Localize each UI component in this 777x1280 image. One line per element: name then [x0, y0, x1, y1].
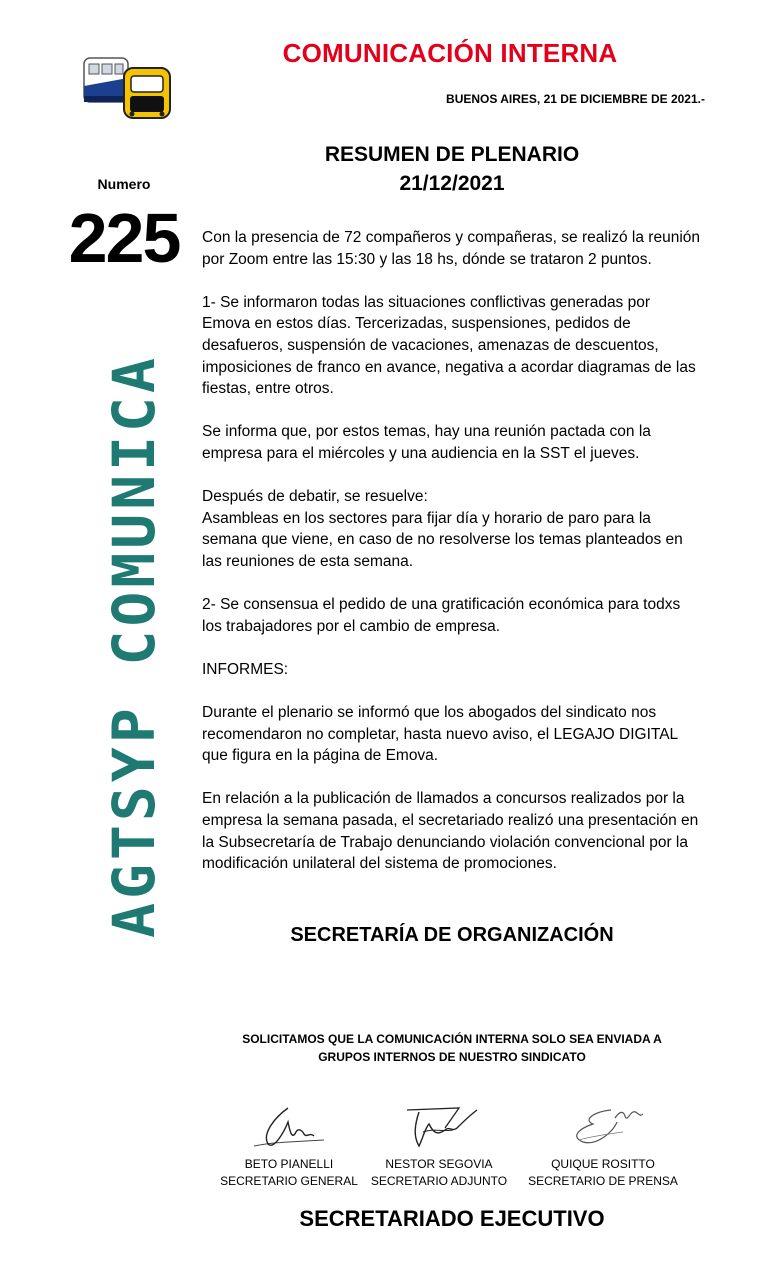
- paragraph: Después de debatir, se resuelve: Asambleas en los sectores para fijar día y horario de paro para la semana que viene, en caso de no resolverse los temas planteados en las reuniones de esta semana.: [202, 488, 683, 570]
- paragraph: 2- Se consensua el pedido de una gratificación económica para todxs los trabajadores por el cambio de empresa.: [202, 596, 681, 635]
- summary-title-line1: RESUMEN DE PLENARIO: [324, 143, 580, 166]
- header-title: COMUNICACIÓN INTERNA: [282, 38, 618, 68]
- paragraph: En relación a la publicación de llamados a concursos realizados por la empresa la semana pasada, el secretariado realizó una presentación en la Subsecretaría de Trabajo denunciando violación convencional por la modificación unilateral del sistema de promociones.: [202, 790, 699, 873]
- signature-block: [364, 1102, 514, 1190]
- signature-image: [389, 1102, 489, 1152]
- header-date: BUENOS AIRES, 21 DE DICIEMBRE DE 2021.-: [446, 92, 705, 106]
- summary-date: 21/12/2021: [399, 172, 505, 195]
- summary-title: [202, 140, 702, 198]
- signature-image: [553, 1102, 653, 1152]
- paragraph-heading: INFORMES:: [202, 660, 289, 678]
- issue-number-label: Numero: [97, 176, 151, 192]
- issue-number: 225: [68, 199, 180, 277]
- request-note: [200, 1030, 704, 1066]
- paragraph: Se informa que, por estos temas, hay una reunión pactada con la empresa para el miércoles y una audiencia en la SST el jueves.: [202, 423, 651, 462]
- train-logo-icon: [80, 52, 176, 124]
- signatory-role: SECRETARIO GENERAL: [220, 1174, 358, 1188]
- paragraph: 1- Se informaron todas las situaciones conflictivas generadas por Emova en estos días. Tercerizadas, suspensiones, pedidos de desafueros, suspensión de vacaciones, amenazas de descuentos, imposiciones de franco en avance, negativa a acordar diagramas de las fiestas, entre otros.: [202, 293, 696, 398]
- signatory-name: NESTOR SEGOVIA: [385, 1157, 493, 1171]
- organization-title: SECRETARÍA DE ORGANIZACIÓN: [290, 924, 614, 946]
- footer-title: SECRETARIADO EJECUTIVO: [299, 1206, 605, 1231]
- paragraph: Con la presencia de 72 compañeros y compañeras, se realizó la reunión por Zoom entre las 15:30 y las 18 hs, dónde se trataron 2 puntos.: [202, 229, 701, 268]
- signature-image: [244, 1102, 334, 1152]
- signatory-role: SECRETARIO ADJUNTO: [370, 1174, 508, 1188]
- signature-block: [528, 1102, 678, 1190]
- signatory-role: SECRETARIO DE PRENSA: [528, 1174, 678, 1188]
- signature-block: [214, 1102, 364, 1190]
- side-banner: AGTSYP COMUNICA: [100, 354, 168, 938]
- signatory-name: QUIQUE ROSITTO: [551, 1157, 655, 1171]
- request-note-line2: GRUPOS INTERNOS DE NUESTRO SINDICATO: [318, 1050, 586, 1064]
- signatory-name: BETO PIANELLI: [244, 1157, 334, 1171]
- paragraph: Durante el plenario se informó que los abogados del sindicato nos recomendaron no completar, hasta nuevo aviso, el LEGAJO DIGITAL que figura en la página de Emova.: [202, 704, 678, 765]
- request-note-line1: SOLICITAMOS QUE LA COMUNICACIÓN INTERNA SOLO SEA ENVIADA A: [242, 1032, 662, 1046]
- body-text: [202, 227, 702, 896]
